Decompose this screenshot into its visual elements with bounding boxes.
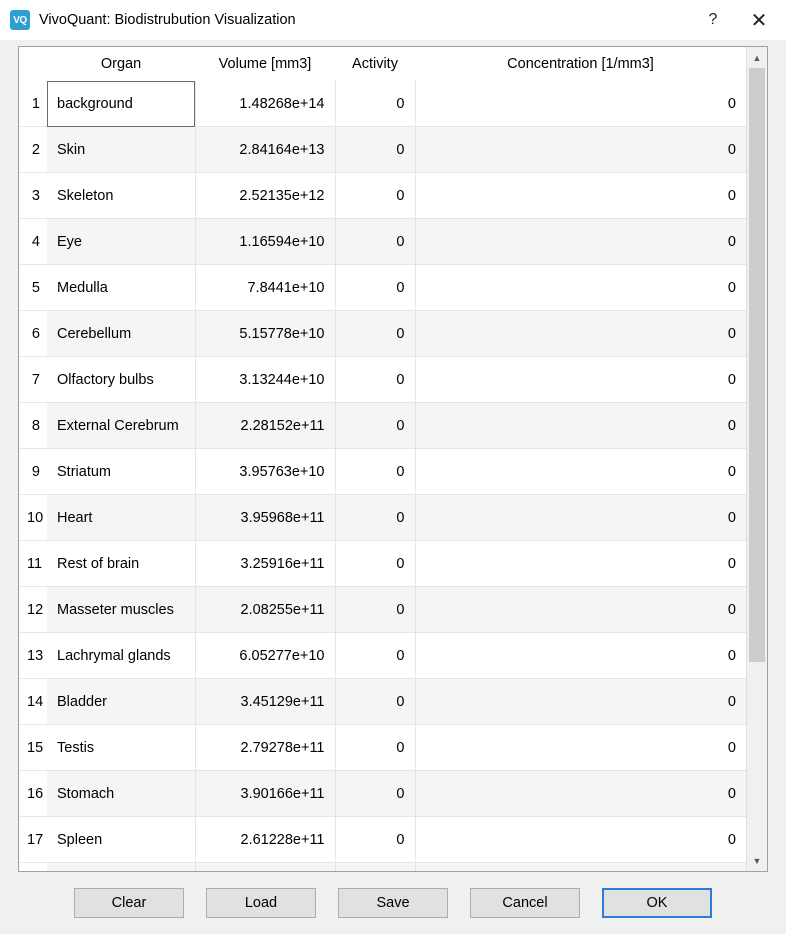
row-index bbox=[19, 863, 47, 872]
cell-concentration[interactable]: 0 bbox=[415, 311, 746, 357]
row-index: 1 bbox=[19, 81, 47, 127]
cell-volume[interactable] bbox=[195, 863, 335, 872]
scroll-down-icon[interactable]: ▼ bbox=[747, 850, 767, 871]
cell-volume[interactable]: 3.95763e+10 bbox=[195, 449, 335, 495]
column-header-volume[interactable]: Volume [mm3] bbox=[195, 47, 335, 81]
cell-volume[interactable]: 5.15778e+10 bbox=[195, 311, 335, 357]
window-title: VivoQuant: Biodistrubution Visualization bbox=[39, 12, 296, 28]
cell-organ[interactable]: Stomach bbox=[47, 771, 195, 817]
table-row[interactable] bbox=[19, 81, 746, 127]
table-row[interactable] bbox=[19, 863, 746, 872]
cell-volume[interactable]: 1.16594e+10 bbox=[195, 219, 335, 265]
cell-concentration[interactable] bbox=[415, 863, 746, 872]
biodistribution-table-frame bbox=[18, 46, 768, 872]
cell-volume[interactable]: 3.13244e+10 bbox=[195, 357, 335, 403]
cell-volume[interactable]: 1.48268e+14 bbox=[195, 81, 335, 127]
table-row[interactable] bbox=[19, 771, 746, 817]
scroll-up-icon[interactable]: ▲ bbox=[747, 47, 767, 68]
save-button[interactable]: Save bbox=[338, 888, 448, 918]
cell-activity[interactable] bbox=[335, 863, 415, 872]
table-row[interactable] bbox=[19, 541, 746, 587]
cell-concentration[interactable]: 0 bbox=[415, 265, 746, 311]
column-header-organ[interactable]: Organ bbox=[47, 47, 195, 81]
cell-concentration[interactable]: 0 bbox=[415, 449, 746, 495]
help-icon[interactable]: ? bbox=[708, 11, 718, 28]
row-index: 9 bbox=[19, 449, 47, 495]
cell-activity[interactable]: 0 bbox=[335, 265, 415, 311]
cell-organ[interactable]: Spleen bbox=[47, 817, 195, 863]
cell-concentration[interactable]: 0 bbox=[415, 127, 746, 173]
table-row[interactable] bbox=[19, 265, 746, 311]
table-row[interactable] bbox=[19, 219, 746, 265]
cell-organ[interactable]: Masseter muscles bbox=[47, 587, 195, 633]
cell-activity[interactable]: 0 bbox=[335, 633, 415, 679]
cell-volume[interactable]: 6.05277e+10 bbox=[195, 633, 335, 679]
cell-activity[interactable]: 0 bbox=[335, 357, 415, 403]
cell-activity[interactable]: 0 bbox=[335, 311, 415, 357]
cell-organ[interactable]: background bbox=[47, 81, 195, 127]
cell-concentration[interactable]: 0 bbox=[415, 541, 746, 587]
cell-concentration[interactable]: 0 bbox=[415, 587, 746, 633]
table-row[interactable] bbox=[19, 633, 746, 679]
dialog-content bbox=[0, 40, 786, 872]
cell-activity[interactable]: 0 bbox=[335, 403, 415, 449]
table-row[interactable] bbox=[19, 403, 746, 449]
cell-organ[interactable]: Heart bbox=[47, 495, 195, 541]
cell-concentration[interactable]: 0 bbox=[415, 173, 746, 219]
cell-concentration[interactable]: 0 bbox=[415, 219, 746, 265]
cell-volume[interactable]: 3.90166e+11 bbox=[195, 771, 335, 817]
cell-organ[interactable]: Olfactory bulbs bbox=[47, 357, 195, 403]
cell-activity[interactable]: 0 bbox=[335, 127, 415, 173]
cell-volume[interactable]: 2.79278e+11 bbox=[195, 725, 335, 771]
cell-activity[interactable]: 0 bbox=[335, 219, 415, 265]
cell-concentration[interactable]: 0 bbox=[415, 771, 746, 817]
cell-organ[interactable]: Cerebellum bbox=[47, 311, 195, 357]
cell-volume[interactable]: 3.95968e+11 bbox=[195, 495, 335, 541]
column-header-index[interactable] bbox=[19, 47, 47, 81]
cell-organ[interactable]: Skin bbox=[47, 127, 195, 173]
cell-volume[interactable]: 2.08255e+11 bbox=[195, 587, 335, 633]
table-row[interactable] bbox=[19, 495, 746, 541]
table-header-row bbox=[19, 47, 746, 81]
table-row[interactable] bbox=[19, 127, 746, 173]
cell-activity[interactable]: 0 bbox=[335, 587, 415, 633]
table-row[interactable] bbox=[19, 725, 746, 771]
row-index: 11 bbox=[19, 541, 47, 587]
cell-activity[interactable]: 0 bbox=[335, 725, 415, 771]
clear-button[interactable]: Clear bbox=[74, 888, 184, 918]
row-index: 14 bbox=[19, 679, 47, 725]
cell-concentration[interactable]: 0 bbox=[415, 495, 746, 541]
cell-organ[interactable]: External Cerebrum bbox=[47, 403, 195, 449]
row-index: 8 bbox=[19, 403, 47, 449]
table-row[interactable] bbox=[19, 449, 746, 495]
cell-organ[interactable]: Bladder bbox=[47, 679, 195, 725]
table-row[interactable] bbox=[19, 817, 746, 863]
cell-organ[interactable]: Medulla bbox=[47, 265, 195, 311]
cell-concentration[interactable]: 0 bbox=[415, 633, 746, 679]
cell-volume[interactable]: 3.45129e+11 bbox=[195, 679, 335, 725]
table-row[interactable] bbox=[19, 357, 746, 403]
biodistribution-table bbox=[19, 47, 746, 871]
row-index: 3 bbox=[19, 173, 47, 219]
cell-activity[interactable]: 0 bbox=[335, 771, 415, 817]
row-index: 12 bbox=[19, 587, 47, 633]
vertical-scrollbar[interactable] bbox=[746, 47, 767, 871]
row-index: 16 bbox=[19, 771, 47, 817]
cell-volume[interactable]: 2.61228e+11 bbox=[195, 817, 335, 863]
cell-activity[interactable]: 0 bbox=[335, 173, 415, 219]
app-logo-icon: VQ bbox=[10, 10, 30, 30]
cell-volume[interactable]: 7.8441e+10 bbox=[195, 265, 335, 311]
cell-concentration[interactable]: 0 bbox=[415, 725, 746, 771]
ok-button[interactable]: OK bbox=[602, 888, 712, 918]
row-index: 7 bbox=[19, 357, 47, 403]
table-row[interactable] bbox=[19, 679, 746, 725]
cell-organ[interactable]: Eye bbox=[47, 219, 195, 265]
table-row[interactable] bbox=[19, 173, 746, 219]
cell-volume[interactable]: 2.84164e+13 bbox=[195, 127, 335, 173]
cell-concentration[interactable]: 0 bbox=[415, 357, 746, 403]
cell-volume[interactable]: 3.25916e+11 bbox=[195, 541, 335, 587]
row-index: 2 bbox=[19, 127, 47, 173]
row-index: 17 bbox=[19, 817, 47, 863]
table-body bbox=[19, 81, 746, 871]
cell-concentration[interactable]: 0 bbox=[727, 95, 736, 112]
row-index: 13 bbox=[19, 633, 47, 679]
load-button[interactable]: Load bbox=[206, 888, 316, 918]
cell-organ[interactable]: Testis bbox=[47, 725, 195, 771]
cell-organ[interactable]: Rest of brain bbox=[47, 541, 195, 587]
column-header-concentration[interactable]: Concentration [1/mm3] bbox=[415, 47, 746, 81]
cell-concentration[interactable]: 0 bbox=[415, 679, 746, 725]
close-icon[interactable]: ✕ bbox=[750, 9, 768, 32]
cell-organ[interactable] bbox=[47, 863, 195, 872]
cell-activity[interactable]: 0 bbox=[335, 817, 415, 863]
cell-concentration[interactable]: 0 bbox=[415, 817, 746, 863]
table-row[interactable] bbox=[19, 587, 746, 633]
row-index: 4 bbox=[19, 219, 47, 265]
row-index: 15 bbox=[19, 725, 47, 771]
cell-activity[interactable]: 0 bbox=[335, 541, 415, 587]
table-header bbox=[19, 47, 746, 81]
scrollbar-thumb[interactable] bbox=[749, 68, 765, 662]
cell-activity[interactable]: 0 bbox=[335, 449, 415, 495]
row-index: 5 bbox=[19, 265, 47, 311]
scrollbar-track[interactable] bbox=[747, 68, 767, 850]
table-scroll-area bbox=[19, 47, 746, 871]
cell-volume[interactable]: 2.52135e+12 bbox=[195, 173, 335, 219]
row-index: 6 bbox=[19, 311, 47, 357]
cell-activity[interactable]: 0 bbox=[335, 679, 415, 725]
cell-concentration[interactable]: 0 bbox=[415, 403, 746, 449]
cell-organ[interactable]: Skeleton bbox=[47, 173, 195, 219]
title-bar bbox=[0, 0, 786, 40]
table-row[interactable] bbox=[19, 311, 746, 357]
cell-activity[interactable]: 0 bbox=[335, 495, 415, 541]
cancel-button[interactable]: Cancel bbox=[470, 888, 580, 918]
cell-organ[interactable]: Lachrymal glands bbox=[47, 633, 195, 679]
cell-activity[interactable]: 0 bbox=[335, 81, 415, 127]
column-header-activity[interactable]: Activity bbox=[335, 47, 415, 81]
cell-organ[interactable]: Striatum bbox=[47, 449, 195, 495]
dialog-button-bar bbox=[0, 872, 786, 934]
row-index: 10 bbox=[19, 495, 47, 541]
cell-volume[interactable]: 2.28152e+11 bbox=[195, 403, 335, 449]
